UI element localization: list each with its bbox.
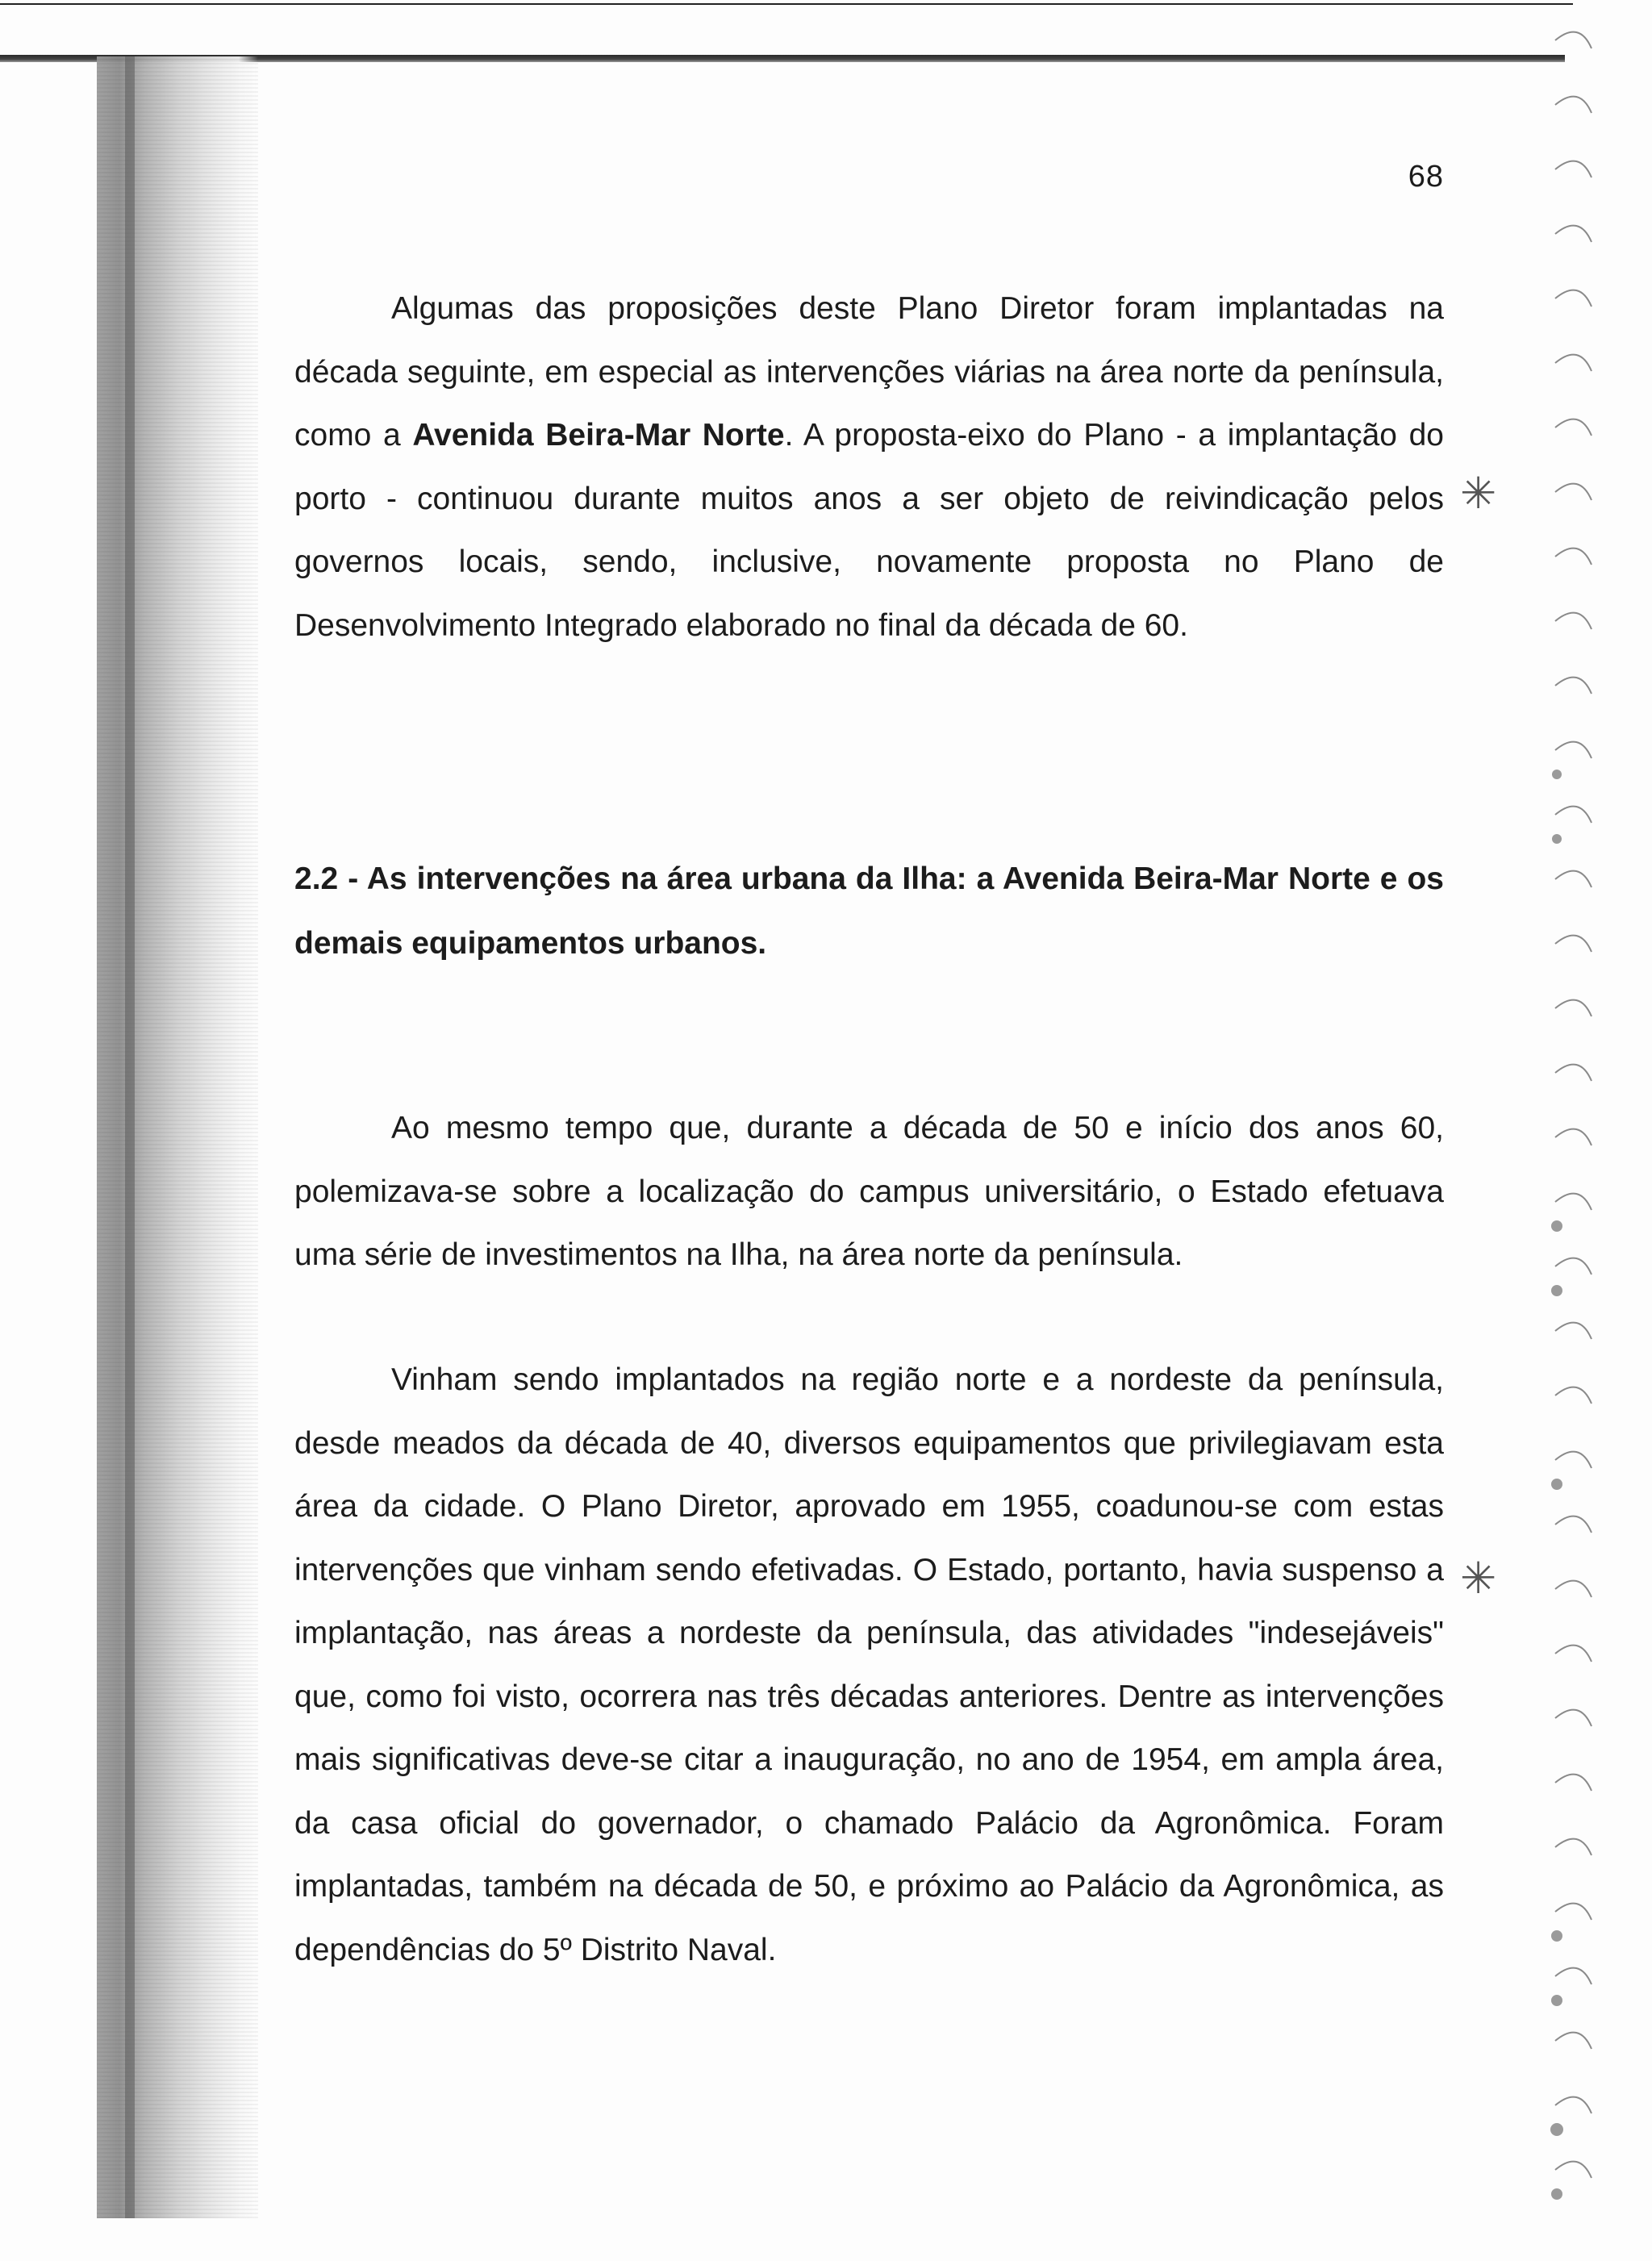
paragraph-1-text-continued: . A proposta-eixo do Plano - a implantação do porto - continuou durante muitos anos a ser objeto de reivindicação pelos governos locais, sendo, inclusive, novamente proposta no Plano de Desenvolvimento Integrado elaborado no final da década de 60. [294, 418, 1444, 643]
paragraph-2: Ao mesmo tempo que, durante a década de 50 e início dos anos 60, polemizava-se sobre a localização do campus universitário, o Estado efetuava uma série de investimentos na Ilha, na área norte da península. [294, 1111, 1444, 1272]
spiral-binding [1539, 16, 1604, 2242]
asterisk-margin-mark-2-icon: ✳ [1460, 1554, 1497, 1603]
section-heading: 2.2 - As intervenções na área urbana da Ilha: a Avenida Beira-Mar Norte e os demais equipamentos urbanos. [294, 861, 1444, 961]
spiral-binding-icon [1539, 16, 1604, 2242]
binding-shadow [97, 56, 258, 2218]
paragraph-1-text: Algumas das proposições deste Plano Diretor foram implantadas na década seguinte, em especial as intervenções viárias na área norte da península, como a [294, 291, 1444, 453]
paragraph-3: Vinham sendo implantados na região norte e a nordeste da península, desde meados da década de 40, diversos equipamentos que privilegiavam esta área da cidade. O Plano Diretor, aprovado em 1955, coadunou-se com estas intervenções que vinham sendo efetivadas. O Estado, portanto, havia suspenso a implantação, nas áreas a nordeste da península, das atividades "indesejáveis" que, como foi visto, ocorrera nas três décadas anteriores. Dentre as intervenções mais significativas deve-se citar a inauguração, no ano de 1954, em ampla área, da casa oficial do governador, o chamado Palácio da Agronômica. Foram implantadas, também na década de 50, e próximo ao Palácio da Agronômica, as dependências do 5º Distrito Naval. [294, 1362, 1444, 1967]
binding-edge [125, 56, 135, 2218]
top-scan-line [0, 3, 1573, 5]
paragraph-1-bold-term: Avenida Beira-Mar Norte [412, 418, 785, 453]
paragraph-1 [294, 277, 1444, 657]
page-number: 68 [1408, 160, 1444, 194]
asterisk-margin-mark-icon: ✳ [1460, 469, 1497, 518]
